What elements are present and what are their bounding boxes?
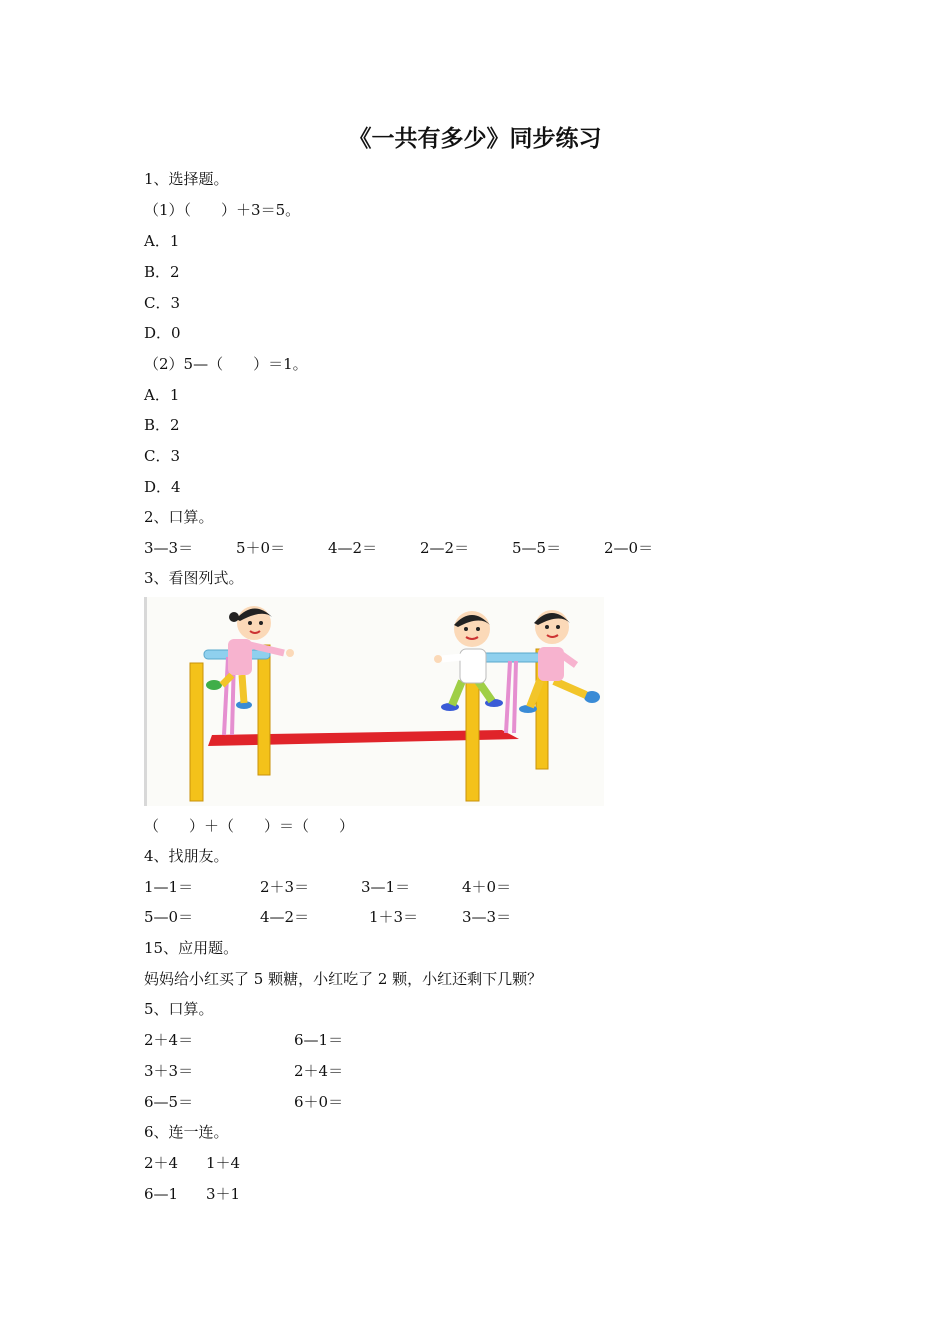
q6-heading: 6、连一连。 xyxy=(144,1123,229,1141)
q2-item: 5＋0＝ xyxy=(236,539,286,557)
q6-item: 2＋4 xyxy=(144,1154,179,1172)
page-title: 《一共有多少》同步练习 xyxy=(348,125,602,152)
q5-item: 2＋4＝ xyxy=(144,1031,194,1049)
q5-item: 3＋3＝ xyxy=(144,1062,194,1080)
q15-heading: 15、应用题。 xyxy=(144,939,239,957)
q4-item: 2＋3＝ xyxy=(260,878,310,896)
q1-sub2-option-b: B．2 xyxy=(144,416,180,434)
q1-sub1-option-a: A．1 xyxy=(144,232,180,250)
q2-heading: 2、口算。 xyxy=(144,508,214,526)
q1-heading: 1、选择题。 xyxy=(144,170,229,188)
q1-sub1-stem: （1）（ ）＋3＝5。 xyxy=(144,201,301,219)
q1-sub1-option-b: B．2 xyxy=(144,263,180,281)
q4-item: 1＋3＝ xyxy=(369,908,419,926)
q4-item: 4＋0＝ xyxy=(462,878,512,896)
q5-item: 6＋0＝ xyxy=(294,1093,344,1111)
q4-heading: 4、找朋友。 xyxy=(144,847,229,865)
q2-item: 4—2＝ xyxy=(328,539,378,557)
q5-item: 6—5＝ xyxy=(144,1093,194,1111)
q5-heading: 5、口算。 xyxy=(144,1000,214,1018)
yellow-post xyxy=(258,645,270,775)
q4-item: 3—1＝ xyxy=(361,878,411,896)
q1-sub2-option-c: C．3 xyxy=(144,447,181,465)
illustration-edge xyxy=(144,597,147,806)
q1-sub1-option-c: C．3 xyxy=(144,294,181,312)
q5-item: 6—1＝ xyxy=(294,1031,344,1049)
q1-sub2-option-a: A．1 xyxy=(144,386,180,404)
q1-sub1-option-d: D．0 xyxy=(144,324,181,342)
q2-item: 3—3＝ xyxy=(144,539,194,557)
q6-item: 1＋4 xyxy=(206,1154,241,1172)
q6-item: 3＋1 xyxy=(206,1185,241,1203)
q3-heading: 3、看图列式。 xyxy=(144,569,244,587)
q2-item: 2—2＝ xyxy=(420,539,470,557)
q4-item: 4—2＝ xyxy=(260,908,310,926)
q1-sub2-option-d: D．4 xyxy=(144,478,181,496)
q2-item: 2—0＝ xyxy=(604,539,654,557)
q3-formula: （ ）＋（ ）＝（ ） xyxy=(144,817,355,835)
q2-item: 5—5＝ xyxy=(512,539,562,557)
q4-item: 1—1＝ xyxy=(144,878,194,896)
q4-item: 3—3＝ xyxy=(462,908,512,926)
playground-illustration xyxy=(144,597,604,806)
q1-sub2-stem: （2）5—（ ）＝1。 xyxy=(144,355,308,373)
q15-problem: 妈妈给小红买了 5 颗糖，小红吃了 2 颗，小红还剩下几颗？ xyxy=(144,970,543,988)
yellow-post xyxy=(190,663,203,801)
q5-item: 2＋4＝ xyxy=(294,1062,344,1080)
q6-item: 6—1 xyxy=(144,1185,179,1203)
q4-item: 5—0＝ xyxy=(144,908,194,926)
